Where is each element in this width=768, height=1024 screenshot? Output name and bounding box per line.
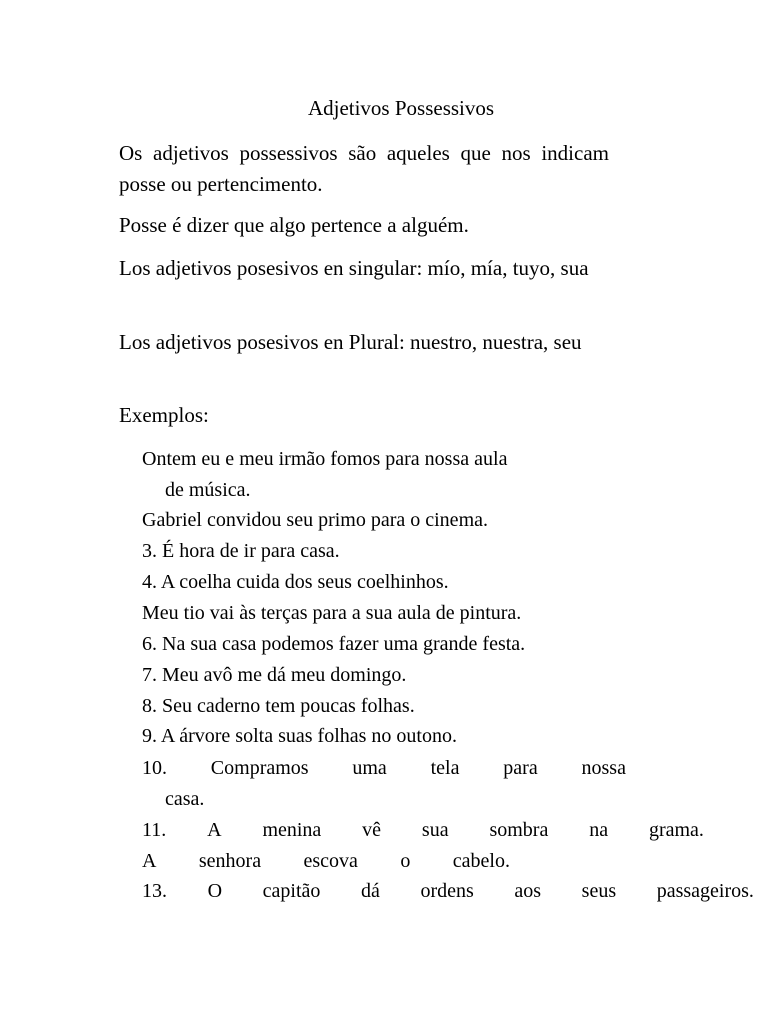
example-13: [142, 876, 754, 907]
word: capitão: [262, 880, 321, 902]
word: Compramos: [210, 757, 309, 779]
example-1-line-2: de música.: [165, 479, 251, 501]
word: sua: [421, 819, 449, 841]
example-9: 9. A árvore solta suas folhas no outono.: [142, 725, 457, 747]
word: A: [207, 819, 222, 841]
example-3: 3. É hora de ir para casa.: [142, 540, 340, 562]
word: dá: [360, 880, 380, 902]
word: A: [142, 850, 157, 872]
word: aos: [514, 880, 542, 902]
word: sombra: [489, 819, 549, 841]
paragraph-singular: Los adjetivos posesivos en singular: mío, mía, tuyo, sua: [119, 256, 589, 280]
example-5: Meu tio vai às terças para a sua aula de pintura.: [142, 602, 522, 624]
word: O: [207, 880, 223, 902]
word: 11.: [142, 819, 167, 841]
word: uma: [352, 757, 387, 779]
example-12: [142, 846, 510, 877]
example-4: 4. A coelha cuida dos seus coelhinhos.: [142, 571, 449, 593]
word: seus: [581, 880, 617, 902]
word: na: [589, 819, 609, 841]
word: nossa: [581, 757, 626, 779]
word: passageiros.: [656, 880, 754, 902]
example-6: 6. Na sua casa podemos fazer uma grande festa.: [142, 633, 526, 655]
paragraph-plural: Los adjetivos posesivos en Plural: nuestro, nuestra, seu: [119, 330, 582, 354]
word: 13.: [142, 880, 167, 902]
word: ordens: [420, 880, 474, 902]
word: tela: [430, 757, 460, 779]
word: grama.: [648, 819, 704, 841]
page-title: Adjetivos Possessivos: [307, 96, 495, 120]
word: 10.: [142, 757, 167, 779]
example-8: 8. Seu caderno tem poucas folhas.: [142, 695, 415, 717]
paragraph-posse: Posse é dizer que algo pertence a alguém.: [119, 213, 469, 237]
paragraph-definition: Os adjetivos possessivos são aqueles que nos indicam posse ou pertencimento.: [119, 141, 609, 196]
word: senhora: [198, 850, 262, 872]
examples-heading: Exemplos:: [119, 403, 209, 427]
word: o: [400, 850, 411, 872]
word: para: [503, 757, 538, 779]
example-7: 7. Meu avô me dá meu domingo.: [142, 664, 407, 686]
word: menina: [262, 819, 322, 841]
example-11: [142, 815, 704, 846]
word: cabelo.: [452, 850, 510, 872]
example-2: Gabriel convidou seu primo para o cinema.: [142, 509, 488, 531]
word: vê: [362, 819, 382, 841]
example-1-line-1: Ontem eu e meu irmão fomos para nossa aula: [142, 448, 508, 470]
word: escova: [303, 850, 358, 872]
example-10-line-2: casa.: [165, 788, 205, 810]
example-10-line-1: [142, 753, 626, 784]
